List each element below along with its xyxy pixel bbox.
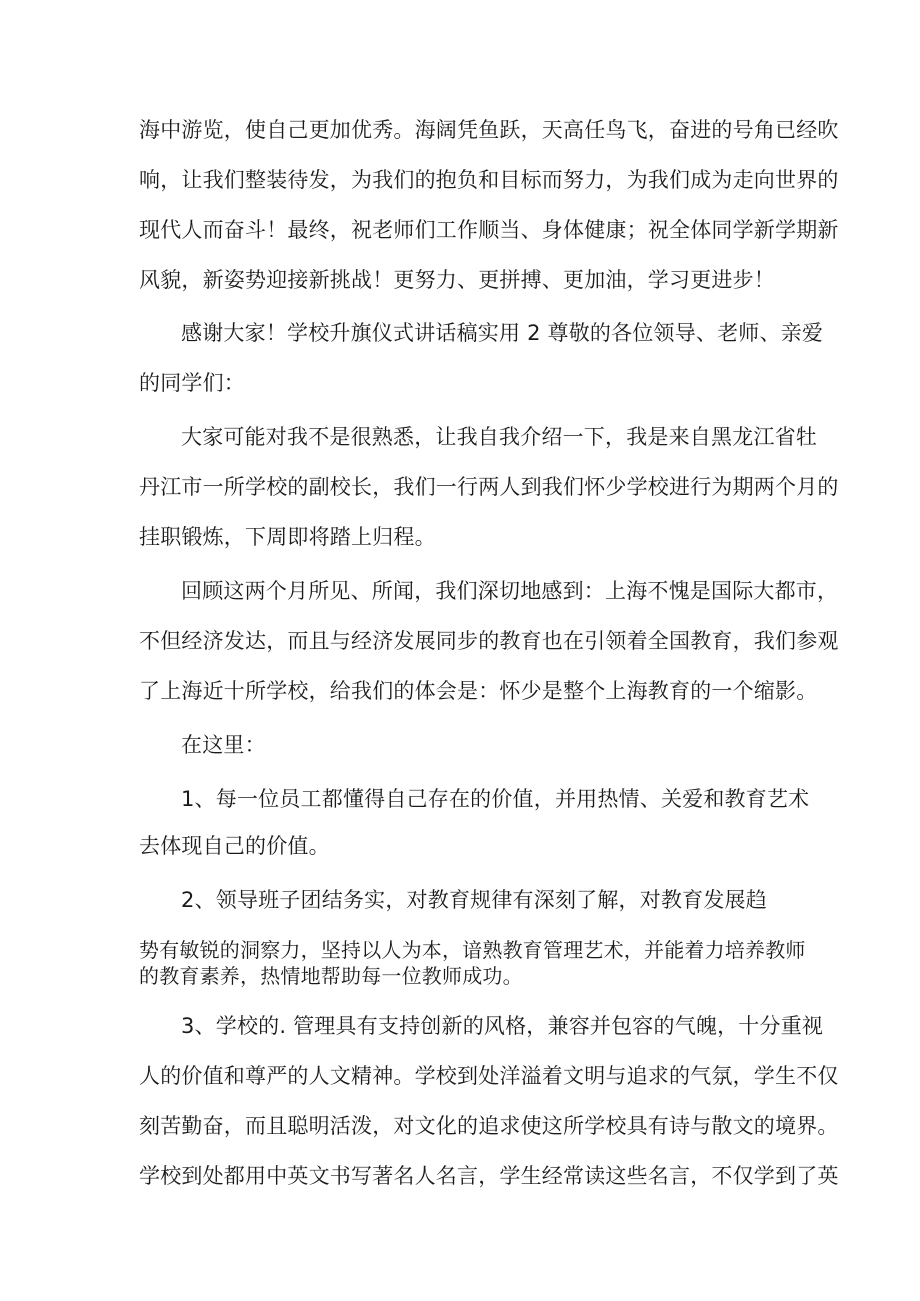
list-item-line: 去体现自己的价值。 (139, 834, 330, 858)
paragraph-line: 在这里： (181, 733, 266, 757)
list-item-line: 1、每一位员工都懂得自己存在的价值，并用热情、关爱和教育艺术 (181, 787, 810, 811)
paragraph-line: 响，让我们整装待发，为我们的抱负和目标而努力，为我们成为走向世界的 (139, 168, 839, 192)
list-item-line: 2、领导班子团结务实，对教育规律有深刻了解，对教育发展趋 (181, 888, 767, 912)
list-item-line: 刻苦勤奋，而且聪明活泼，对文化的追求使这所学校具有诗与散文的境界。 (139, 1114, 839, 1138)
paragraph-line: 不但经济发达，而且与经济发展同步的教育也在引领着全国教育，我们参观 (139, 629, 839, 653)
paragraph-line: 回顾这两个月所见、所闻，我们深切地感到：上海不愧是国际大都市， (181, 579, 839, 603)
list-item-line: 人的价值和尊严的人文精神。学校到处洋溢着文明与追求的气氛，学生不仅 (139, 1064, 839, 1088)
paragraph-line: 风貌，新姿势迎接新挑战！更努力、更拼搏、更加油，学习更进步！ (139, 268, 775, 292)
paragraph-line: 现代人而奋斗！最终，祝老师们工作顺当、身体健康；祝全体同学新学期新 (139, 218, 839, 242)
paragraph-line: 海中游览，使自己更加优秀。海阔凭鱼跃，天高任鸟飞，奋进的号角已经吹 (139, 118, 839, 142)
paragraph-line: 了上海近十所学校，给我们的体会是：怀少是整个上海教育的一个缩影。 (139, 679, 818, 703)
paragraph-line: 的同学们： (139, 371, 245, 395)
list-item-line: 的教育素养，热情地帮助每一位教师成功。 (139, 964, 523, 988)
list-item-line: 学校到处都用中英文书写著名人名言，学生经常读这些名言，不仅学到了英 (139, 1164, 839, 1188)
paragraph-line: 大家可能对我不是很熟悉，让我自我介绍一下，我是来自黑龙江省牡 (181, 425, 817, 449)
paragraph-line: 挂职锻炼，下周即将踏上归程。 (139, 525, 436, 549)
paragraph-line: 感谢大家！学校升旗仪式讲话稿实用 2 尊敬的各位领导、老师、亲爱 (181, 321, 824, 345)
paragraph-line: 丹江市一所学校的副校长，我们一行两人到我们怀少学校进行为期两个月的 (139, 475, 839, 499)
list-item-line: 势有敏锐的洞察力，坚持以人为本，谙熟教育管理艺术，并能着力培养教师 (139, 938, 806, 962)
list-item-line: 3、学校的. 管理具有支持创新的风格，兼容并包容的气魄，十分重视 (181, 1014, 824, 1038)
